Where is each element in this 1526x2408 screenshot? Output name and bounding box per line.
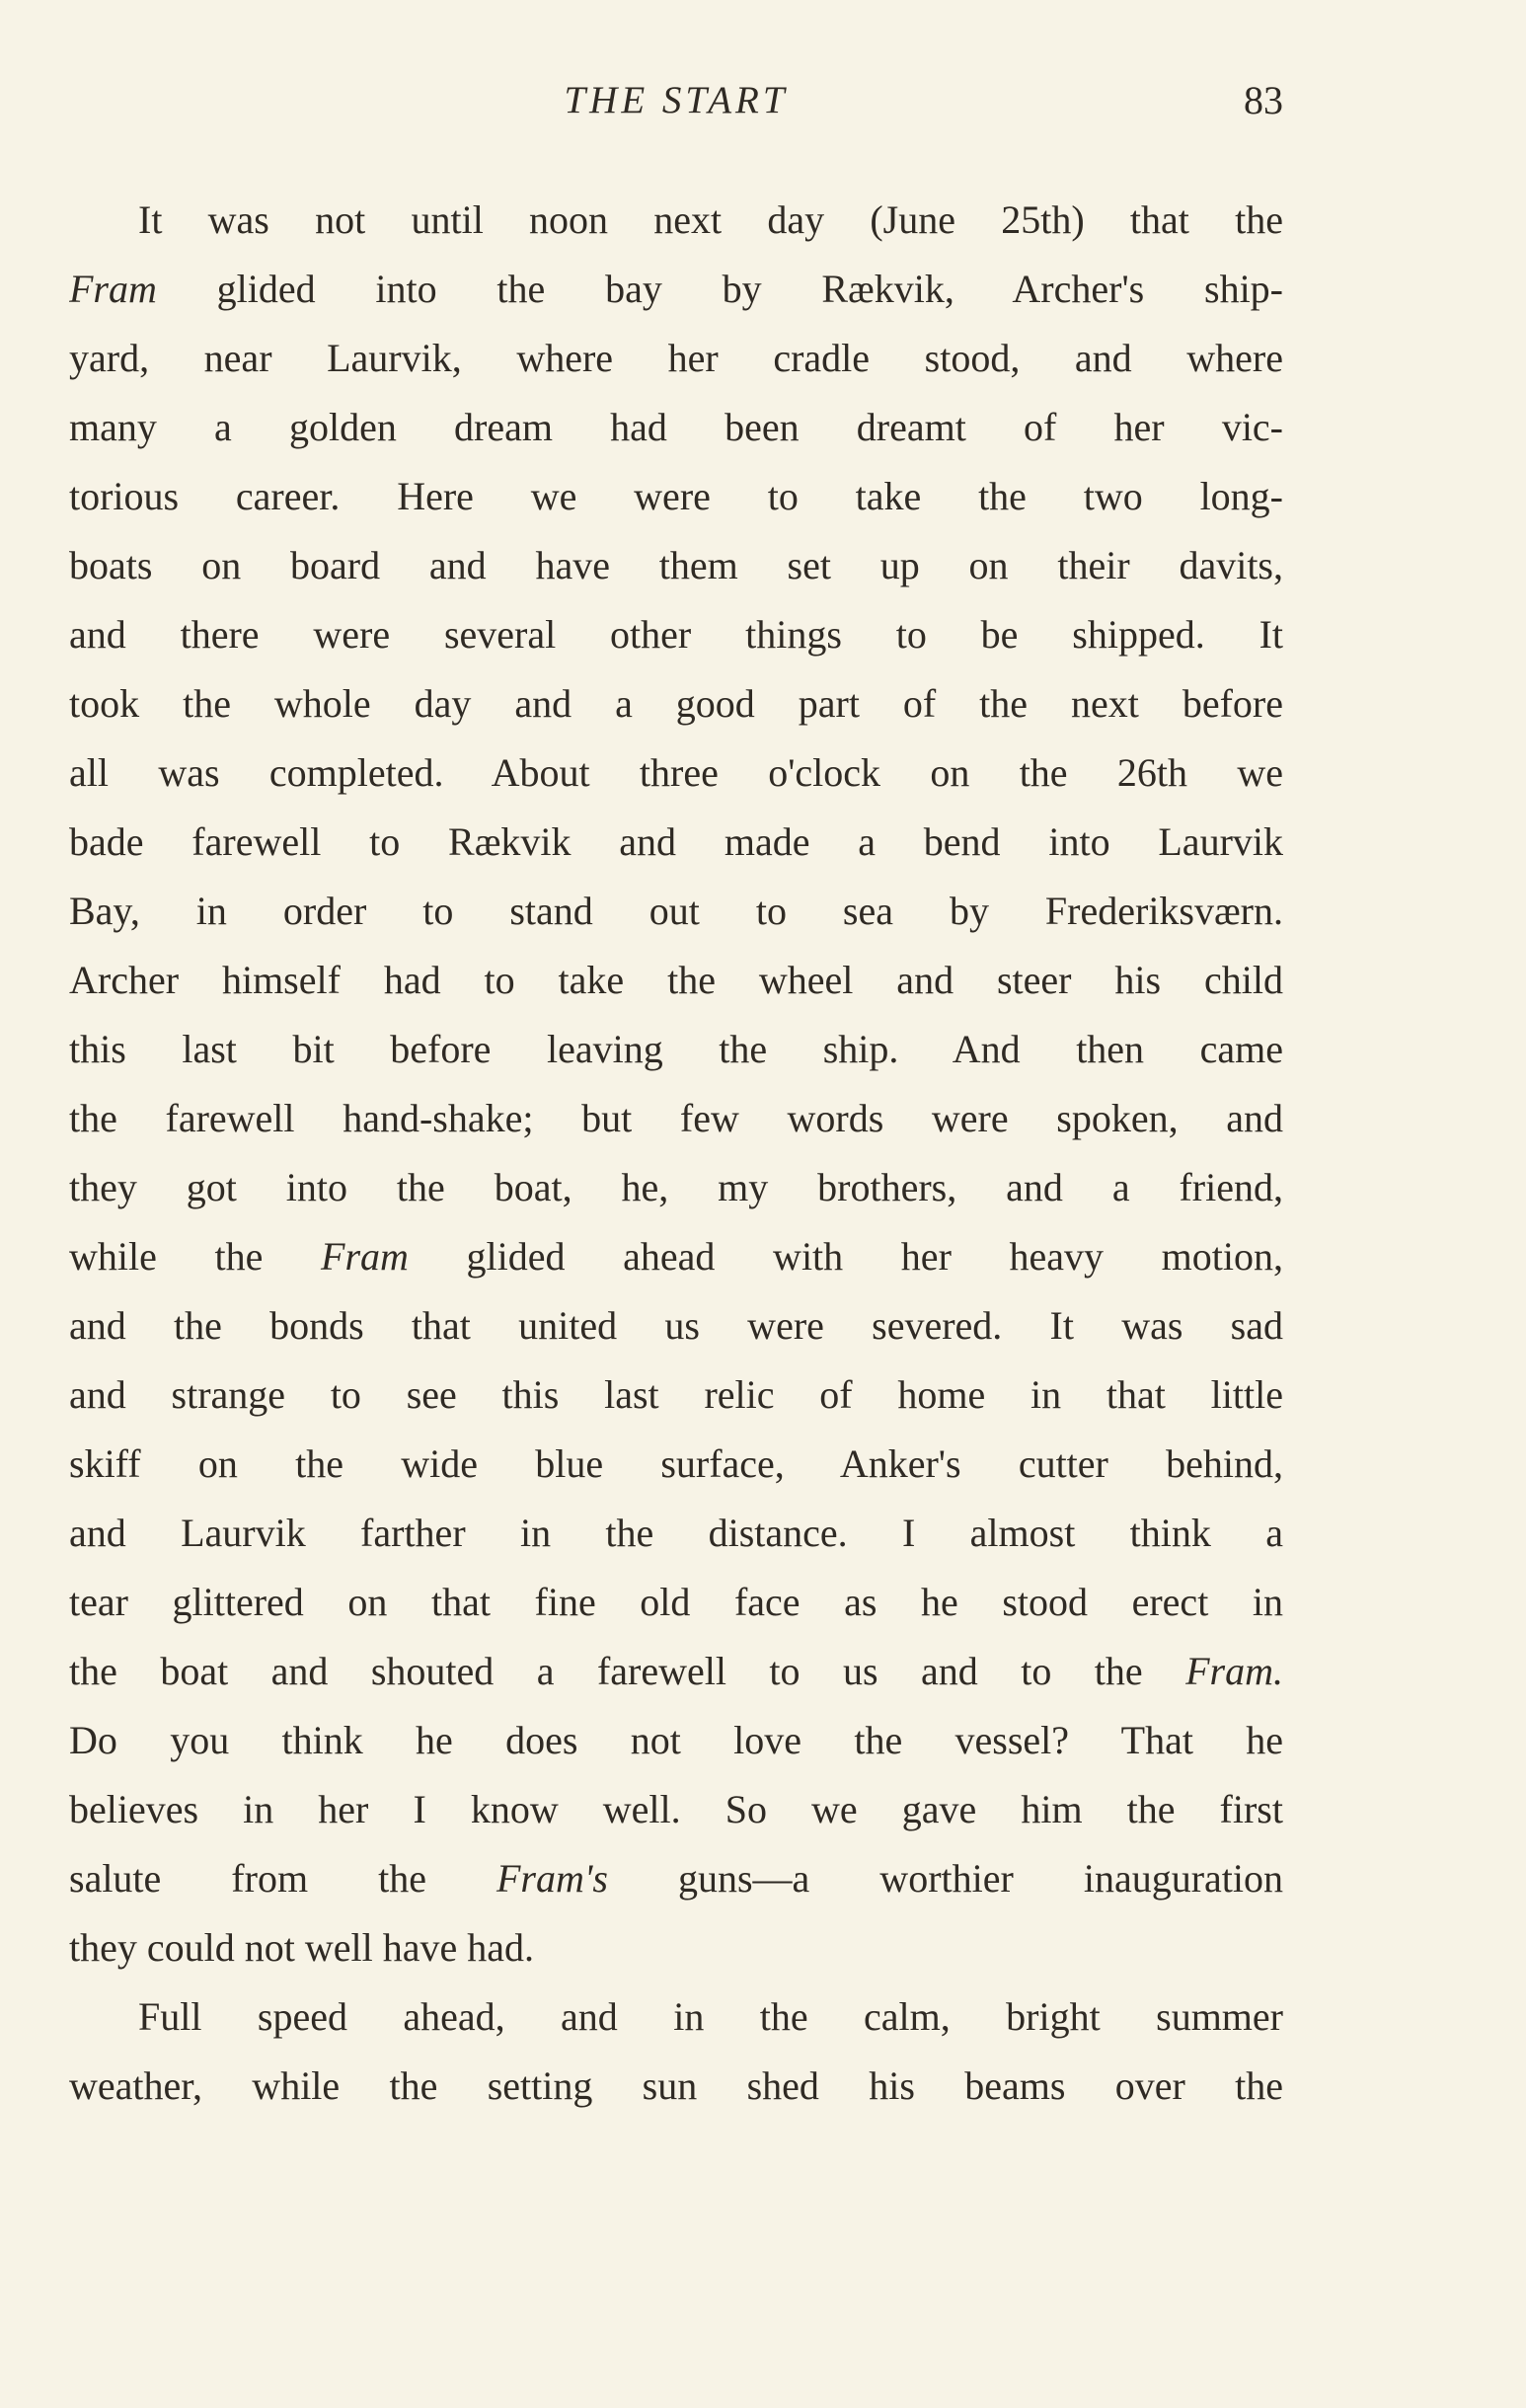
text-segment: weather, while the setting sun shed his beams over the	[69, 2063, 1283, 2108]
text-segment: they could not well have had.	[69, 1925, 534, 1970]
text-line	[69, 2052, 1283, 2121]
text-line	[69, 393, 1283, 462]
ship-name: Fram	[69, 267, 157, 311]
ship-name: Fram	[321, 1234, 409, 1279]
text-line	[69, 877, 1283, 946]
text-segment: while the	[69, 1234, 322, 1279]
text-line	[69, 946, 1283, 1015]
text-line	[69, 669, 1283, 738]
text-segment: and the bonds that united us were severed. It was sad	[69, 1303, 1283, 1348]
text-segment: guns—a worthier inauguration	[607, 1856, 1283, 1901]
text-segment: Do you think he does not love the vessel? That he	[69, 1718, 1283, 1762]
text-segment: torious career. Here we were to take the two long-	[69, 474, 1283, 518]
text-segment: many a golden dream had been dreamt of her vic-	[69, 405, 1283, 449]
text-line	[69, 1913, 1283, 1982]
text-line	[69, 1982, 1283, 2052]
text-line	[69, 1499, 1283, 1568]
text-segment: glided into the bay by Rækvik, Archer's ship-	[156, 267, 1283, 311]
running-head	[69, 71, 1283, 130]
text-segment: and there were several other things to be shipped. It	[69, 612, 1283, 657]
text-line	[69, 1637, 1283, 1706]
text-segment: the boat and shouted a farewell to us and to the	[69, 1649, 1186, 1693]
running-title: THE START	[564, 79, 789, 121]
text-line	[69, 531, 1283, 600]
text-line	[69, 1775, 1283, 1844]
text-segment: salute from the	[69, 1856, 496, 1901]
body-text	[69, 186, 1283, 2121]
text-segment: Bay, in order to stand out to sea by Frederiksværn.	[69, 889, 1283, 933]
page-number: 83	[1244, 78, 1283, 122]
text-segment: It was not until noon next day (June 25th) that the	[138, 197, 1283, 242]
text-segment: believes in her I know well. So we gave him the first	[69, 1787, 1283, 1831]
text-segment: all was completed. About three o'clock on the 26th we	[69, 750, 1283, 795]
ship-name: Fram.	[1185, 1649, 1283, 1693]
text-line	[69, 1015, 1283, 1084]
text-segment: skiff on the wide blue surface, Anker's cutter behind,	[69, 1441, 1283, 1486]
text-line	[69, 1153, 1283, 1222]
text-line	[69, 808, 1283, 877]
text-segment: took the whole day and a good part of the next before	[69, 681, 1283, 726]
text-line	[69, 1222, 1283, 1291]
text-line	[69, 1706, 1283, 1775]
text-line	[69, 1360, 1283, 1430]
text-line	[69, 1844, 1283, 1913]
text-segment: glided ahead with her heavy motion,	[408, 1234, 1283, 1279]
text-line	[69, 255, 1283, 324]
ship-name: Fram's	[496, 1856, 608, 1901]
text-segment: Full speed ahead, and in the calm, bright summer	[138, 1994, 1283, 2039]
text-line	[69, 738, 1283, 808]
text-segment: tear glittered on that fine old face as he stood erect in	[69, 1580, 1283, 1624]
text-segment: yard, near Laurvik, where her cradle stood, and where	[69, 336, 1283, 380]
text-segment: and strange to see this last relic of home in that little	[69, 1372, 1283, 1417]
text-line	[69, 1084, 1283, 1153]
text-line	[69, 1291, 1283, 1360]
text-segment: the farewell hand-shake; but few words were spoken, and	[69, 1096, 1283, 1140]
text-line	[69, 186, 1283, 255]
text-segment: Archer himself had to take the wheel and steer his child	[69, 958, 1283, 1002]
text-segment: this last bit before leaving the ship. And then came	[69, 1027, 1283, 1071]
text-line	[69, 462, 1283, 531]
text-line	[69, 600, 1283, 669]
text-line	[69, 1568, 1283, 1637]
text-line	[69, 1430, 1283, 1499]
text-segment: bade farewell to Rækvik and made a bend into Laurvik	[69, 819, 1283, 864]
text-segment: boats on board and have them set up on their davits,	[69, 543, 1283, 587]
text-segment: and Laurvik farther in the distance. I almost think a	[69, 1511, 1283, 1555]
text-segment: they got into the boat, he, my brothers, and a friend,	[69, 1165, 1283, 1209]
text-line	[69, 324, 1283, 393]
